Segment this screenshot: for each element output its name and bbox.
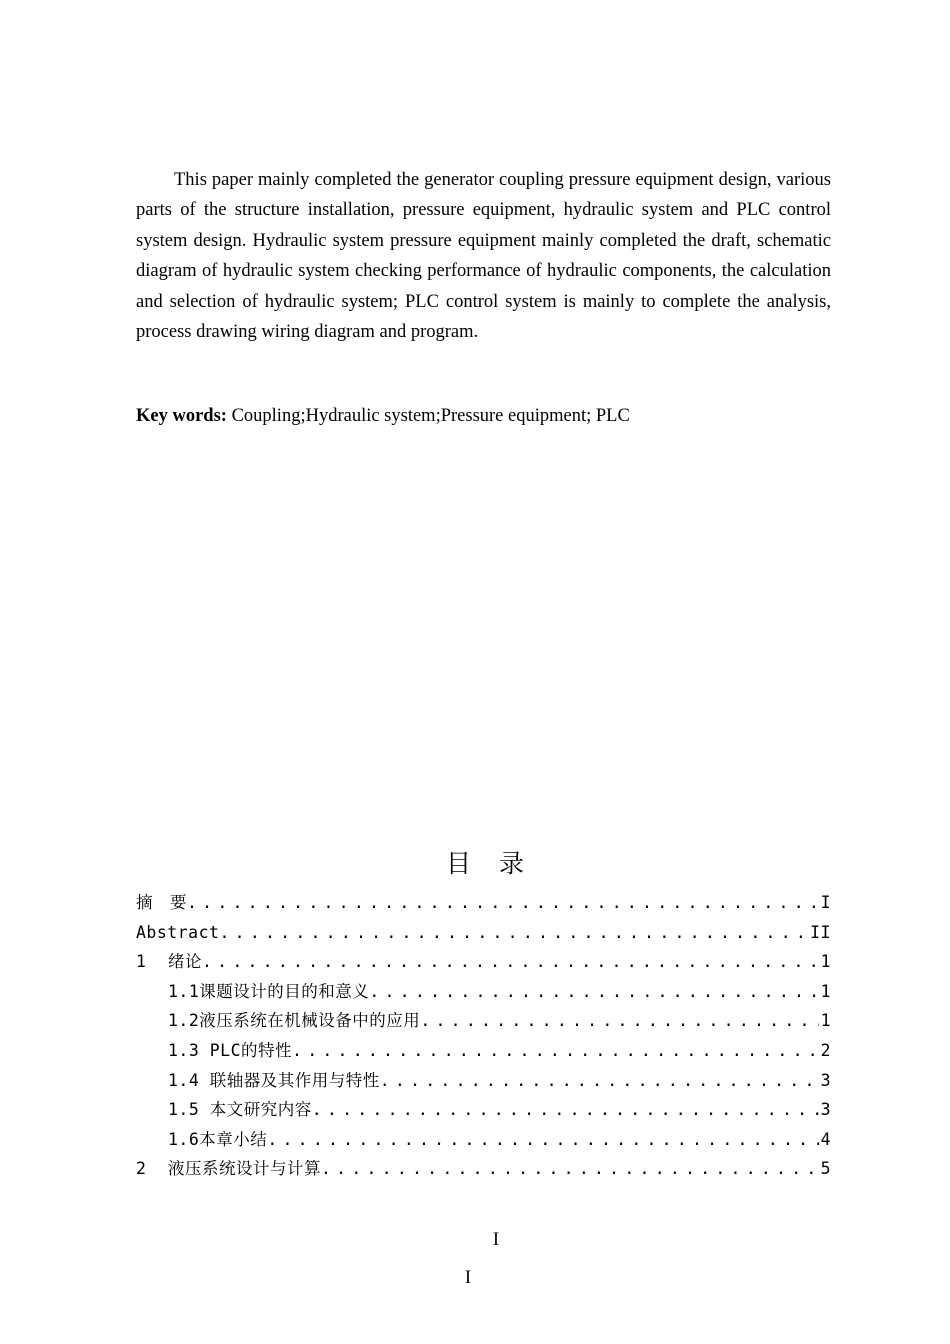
- toc-leader-dots: [380, 1066, 819, 1096]
- toc-entry-number: 2: [136, 1159, 147, 1179]
- keywords-value: Coupling;Hydraulic system;Pressure equipment; PLC: [226, 406, 630, 426]
- toc-entry-page: 2: [820, 1040, 831, 1060]
- toc-entry-page: 1: [820, 981, 831, 1001]
- toc-entry-section-1-6[interactable]: [136, 1125, 831, 1155]
- toc-leader-dots: [292, 1036, 819, 1066]
- toc-entry-number: 1: [136, 952, 147, 972]
- toc-entry-page: I: [820, 893, 831, 912]
- toc-entry-text: 1.6本章小结: [168, 1129, 268, 1149]
- toc-entry-page: II: [810, 922, 831, 942]
- abstract-body: This paper mainly completed the generator coupling pressure equipment design, various parts of the structure installation, pressure equipment, hydraulic system and PLC control system design. Hydraulic system pressure equipment mainly completed the draft, schematic diagram of hydraulic system checking performance of hydraulic components, the calculation and selection of hydraulic system; PLC control system is mainly to complete the analysis, process drawing wiring diagram and program.: [136, 170, 831, 343]
- toc-entry-section-1-4[interactable]: [136, 1066, 831, 1096]
- toc-title: [0, 846, 950, 882]
- toc-entry-page: 3: [820, 1100, 831, 1120]
- toc-leader-dots: [420, 1006, 818, 1036]
- toc-leader-dots: [369, 977, 818, 1007]
- toc-entry-text: 1.2液压系统在机械设备中的应用: [168, 1011, 421, 1031]
- toc-title-part1: 目: [445, 849, 471, 878]
- toc-entry-chapter-1[interactable]: [136, 947, 831, 977]
- page-number-lower: I: [464, 1268, 472, 1288]
- toc-entry-page: 1: [820, 1011, 831, 1031]
- keywords-line: [136, 401, 836, 431]
- toc-entry-text: 1.5 本文研究内容: [168, 1100, 312, 1120]
- toc-title-part2: 录: [499, 849, 525, 878]
- toc-entry-page: 4: [820, 1129, 831, 1149]
- toc-entry-text: 绪论: [168, 952, 202, 972]
- toc-leader-dots: [312, 1095, 819, 1125]
- page-number-upper: I: [492, 1230, 500, 1250]
- toc-entry-text: Abstract: [136, 922, 220, 942]
- toc-entry-section-1-2[interactable]: [136, 1006, 831, 1036]
- toc-entry-section-1-1[interactable]: [136, 977, 831, 1007]
- toc-leader-dots: [267, 1125, 818, 1155]
- toc-entry-page: 3: [820, 1070, 831, 1090]
- toc-entry-chapter-2[interactable]: [136, 1154, 831, 1184]
- toc-entry-text: 液压系统设计与计算: [168, 1159, 321, 1179]
- keywords-label: Key words:: [136, 406, 227, 426]
- toc-entry-abstract-cn[interactable]: [136, 888, 831, 918]
- toc-entry-text: 1.4 联轴器及其作用与特性: [168, 1070, 380, 1090]
- toc-leader-dots: [219, 918, 808, 948]
- toc-entry-section-1-5[interactable]: [136, 1095, 831, 1125]
- toc-entry-text: 摘 要: [136, 893, 187, 912]
- toc-entry-abstract-en[interactable]: [136, 918, 831, 948]
- toc-leader-dots: [187, 888, 819, 918]
- toc-entry-page: 5: [820, 1159, 831, 1179]
- toc-entry-text: 1.3 PLC的特性: [168, 1040, 293, 1060]
- toc-entry-page: 1: [820, 952, 831, 972]
- toc-entry-text: 1.1课题设计的目的和意义: [168, 981, 370, 1001]
- toc-entry-section-1-3[interactable]: [136, 1036, 831, 1066]
- toc-leader-dots: [202, 947, 819, 977]
- toc-leader-dots: [321, 1154, 819, 1184]
- table-of-contents: [136, 888, 831, 1184]
